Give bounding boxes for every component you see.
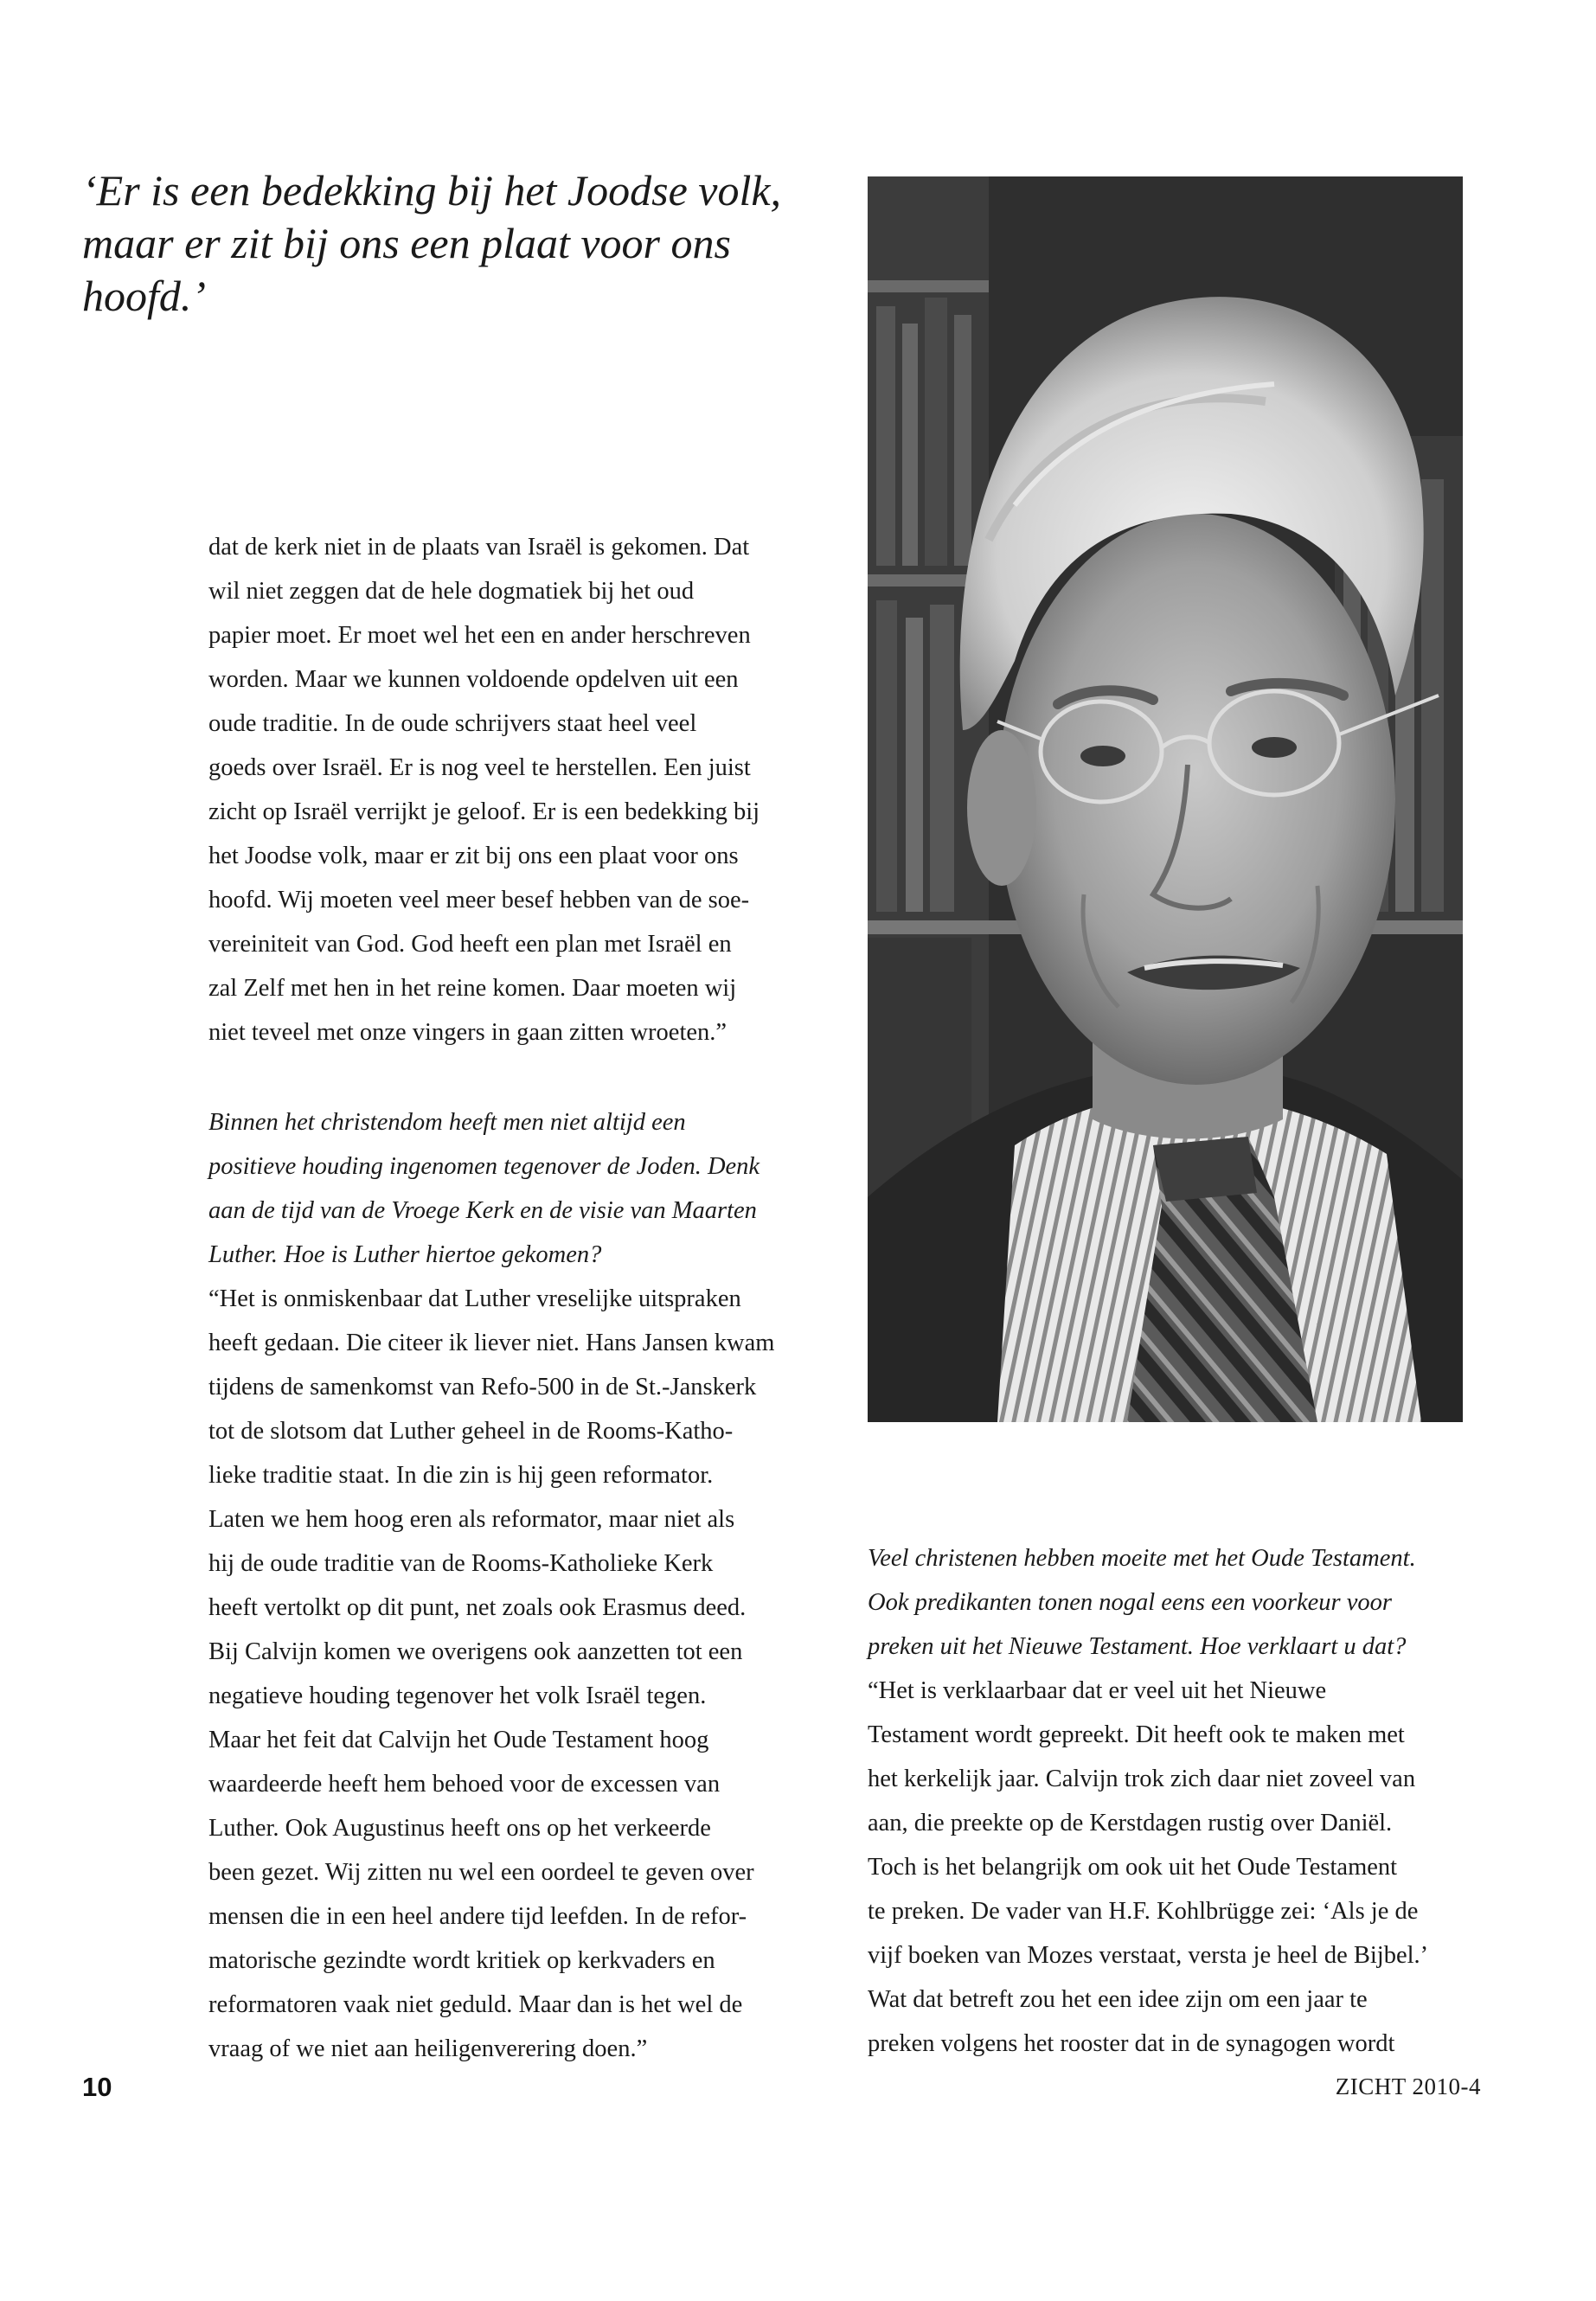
text-line: “Het is onmiskenbaar dat Luther vreselijke uitspraken [208,1285,741,1312]
text-line: het kerkelijk jaar. Calvijn trok zich daar niet zoveel van [868,1766,1416,1792]
text-line: Wat dat betreft zou het een idee zijn om een jaar te [868,1986,1368,2013]
text-line: negatieve houding tegenover het volk Israël tegen. [208,1682,707,1709]
text-line: zal Zelf met hen in het reine komen. Daar moeten wij [208,975,737,1002]
text-line: Luther. Ook Augustinus heeft ons op het verkeerde [208,1815,711,1842]
portrait-illustration [868,176,1463,1422]
text-line: hoofd. Wij moeten veel meer besef hebben van de soe- [208,887,750,913]
text-line: heeft gedaan. Die citeer ik liever niet. Hans Jansen kwam [208,1330,775,1356]
text-line: het Joodse volk, maar er zit bij ons een plaat voor ons [208,843,739,869]
text-line: vereiniteit van God. God heeft een plan met Israël en [208,931,732,958]
text-line: worden. Maar we kunnen voldoende opdelven uit een [208,666,739,693]
text-line: heeft vertolkt op dit punt, net zoals ook Erasmus deed. [208,1594,747,1621]
text-line: Testament wordt gepreekt. Dit heeft ook te maken met [868,1721,1405,1748]
text-line: aan, die preekte op de Kerstdagen rustig over Daniël. [868,1810,1393,1836]
left-column-bottom-text [208,1100,831,2071]
text-line: goeds over Israël. Er is nog veel te herstellen. Een juist [208,754,751,781]
interview-question-line: Veel christenen hebben moeite met het Oude Testament. [868,1545,1416,1572]
text-line: reformatoren vaak niet geduld. Maar dan is het wel de [208,1991,743,2018]
text-line: tijdens de samenkomst van Refo-500 in de St.-Janskerk [208,1374,757,1400]
text-line: vraag of we niet aan heiligenverering doen.” [208,2035,648,2062]
text-line: niet teveel met onze vingers in gaan zitten wroeten.” [208,1019,727,1046]
left-column-top-text [208,525,831,1054]
portrait-photo [868,176,1463,1422]
text-line: mensen die in een heel andere tijd leefden. In de refor- [208,1903,747,1930]
interview-question-line: Luther. Hoe is Luther hiertoe gekomen? [208,1241,602,1268]
pull-quote-line: maar er zit bij ons een plaat voor ons [82,219,731,267]
text-line: vijf boeken van Mozes verstaat, versta je heel de Bijbel.’ [868,1942,1429,1969]
right-column-text [868,1536,1490,2066]
text-line: “Het is verklaarbaar dat er veel uit het Nieuwe [868,1677,1327,1704]
text-line: Laten we hem hoog eren als reformator, maar niet als [208,1506,735,1533]
text-line: te preken. De vader van H.F. Kohlbrügge zei: ‘Als je de [868,1898,1419,1925]
text-line: matorische gezindte wordt kritiek op kerkvaders en [208,1947,715,1974]
magazine-issue: ZICHT 2010-4 [1335,2073,1481,2099]
text-line: dat de kerk niet in de plaats van Israël is gekomen. Dat [208,534,750,561]
text-line: zicht op Israël verrijkt je geloof. Er is een bedekking bij [208,798,760,825]
text-line: been gezet. Wij zitten nu wel een oordeel te geven over [208,1859,754,1886]
text-line: papier moet. Er moet wel het een en ander herschreven [208,622,751,649]
pull-quote-line: ‘Er is een bedekking bij het Joodse volk, [82,166,782,215]
text-line: wil niet zeggen dat de hele dogmatiek bij het oud [208,578,695,605]
page-number: 10 [82,2072,112,2102]
text-line: preken volgens het rooster dat in de synagogen wordt [868,2030,1395,2057]
interview-question-line: aan de tijd van de Vroege Kerk en de visie van Maarten [208,1197,757,1224]
interview-question-line: Ook predikanten tonen nogal eens een voorkeur voor [868,1589,1392,1616]
text-line: waardeerde heeft hem behoed voor de excessen van [208,1771,721,1798]
text-line: Bij Calvijn komen we overigens ook aanzetten tot een [208,1638,743,1665]
interview-question-line: Binnen het christendom heeft men niet altijd een [208,1109,686,1136]
text-line: hij de oude traditie van de Rooms-Katholieke Kerk [208,1550,714,1577]
text-line: Toch is het belangrijk om ook uit het Oude Testament [868,1854,1398,1881]
text-line: lieke traditie staat. In die zin is hij geen reformator. [208,1462,714,1489]
pull-quote-line: hoofd.’ [82,272,207,320]
interview-question-line: positieve houding ingenomen tegenover de Joden. Denk [208,1153,760,1180]
text-line: tot de slotsom dat Luther geheel in de Rooms-Katho- [208,1418,734,1445]
text-line: Maar het feit dat Calvijn het Oude Testament hoog [208,1727,709,1753]
text-line: oude traditie. In de oude schrijvers staat heel veel [208,710,697,737]
interview-question-line: preken uit het Nieuwe Testament. Hoe verklaart u dat? [868,1633,1407,1660]
pull-quote [82,164,826,323]
